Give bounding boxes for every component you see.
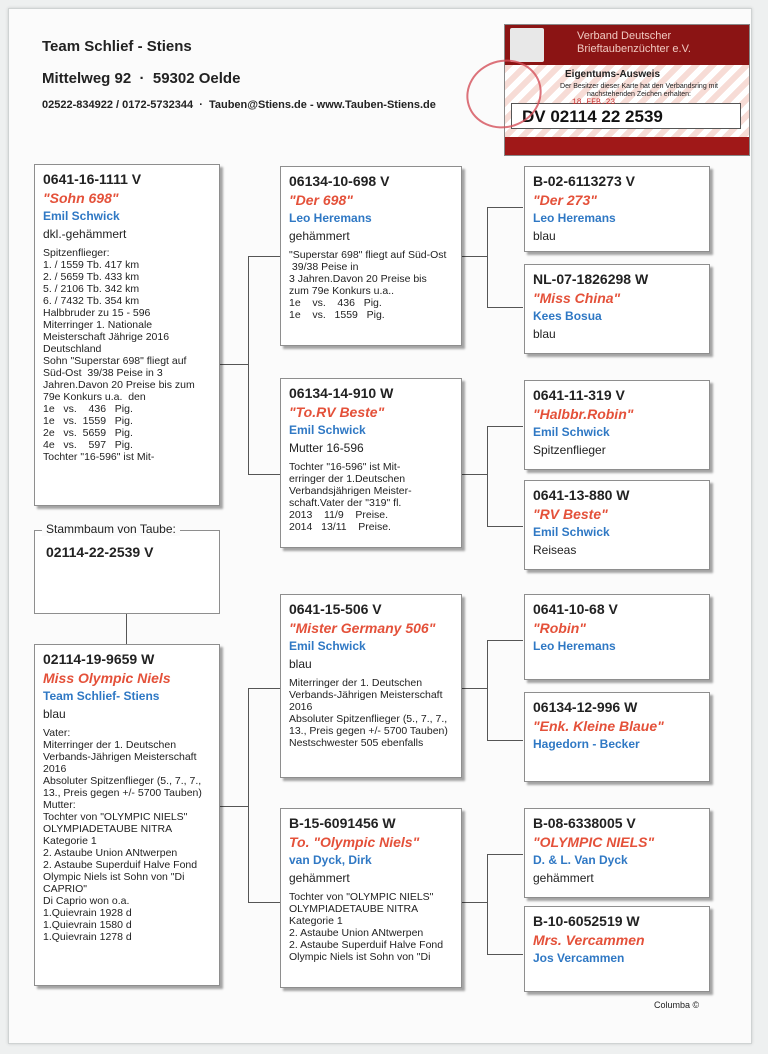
owner-name: Hagedorn - Becker — [533, 737, 640, 751]
team-contact: 02522-834922 / 0172-5732344 · Tauben@Stiens.de - www.Tauben-Stiens.de — [42, 99, 436, 111]
ring-number: B-10-6052519 W — [533, 913, 640, 929]
card-bottom-strip — [505, 137, 749, 155]
ring-number: 0641-10-68 V — [533, 601, 618, 617]
pedigree-card-mmf — [524, 808, 710, 898]
pigeon-name: Mrs. Vercammen — [533, 932, 645, 948]
connector — [462, 256, 487, 257]
pedigree-notes: Vater: Miterringer der 1. Deutschen Verbands-Jährigen Meisterschaft 2016 Absoluter Spitzenflieger (5., 7., 7., 13., Preis gegen +/- 5700 Tauben) Mutter: Tochter von "OLYMPIC NIELS" OLYMPIADETAUBE NITRA Kategorie 1 2. Astaube Union ANtwerpen 2. Astaube Superduif Halve Fond Olympic Niels ist Sohn von "Di CAPRIO" Di Caprio won o.a. 1.Quievrain 1928 d 1.Quievrain 1580 d 1.Quievrain 1278 d — [43, 727, 202, 943]
ring-number: 0641-13-880 W — [533, 487, 630, 503]
owner-name: Emil Schwick — [289, 423, 366, 437]
pigeon-color: gehämmert — [533, 871, 594, 885]
pedigree-card-fff — [524, 166, 710, 252]
card-title: Eigentums-Ausweis — [565, 69, 661, 80]
pigeon-color: gehämmert — [289, 871, 350, 885]
pedigree-card-mother — [34, 644, 220, 986]
owner-name: Emil Schwick — [289, 639, 366, 653]
connector — [248, 256, 282, 257]
card-organization: Verband Deutscher Brieftaubenzüchter e.V. — [577, 30, 691, 55]
owner-name: Leo Heremans — [289, 211, 372, 225]
connector — [487, 426, 523, 427]
connector — [248, 688, 282, 689]
connector — [487, 740, 523, 741]
pigeon-name: "OLYMPIC NIELS" — [533, 834, 655, 850]
owner-name: Team Schlief- Stiens — [43, 689, 160, 703]
ring-number: NL-07-1826298 W — [533, 271, 649, 287]
pigeon-name: "To.RV Beste" — [289, 404, 385, 420]
ring-number: 0641-11-319 V — [533, 387, 625, 403]
ring-number: 02114-19-9659 W — [43, 651, 155, 667]
pigeon-name: "Enk. Kleine Blaue" — [533, 718, 664, 734]
owner-name: Leo Heremans — [533, 639, 616, 653]
ring-number: 0641-15-506 V — [289, 601, 382, 617]
connector — [487, 426, 488, 526]
pigeon-logo-icon — [510, 28, 544, 62]
connector — [248, 902, 282, 903]
owner-name: D. & L. Van Dyck — [533, 853, 628, 867]
pigeon-color: gehämmert — [289, 229, 350, 243]
ring-number: 06134-12-996 W — [533, 699, 638, 715]
pedigree-notes: Tochter von "OLYMPIC NIELS" OLYMPIADETAUBE NITRA Kategorie 1 2. Astaube Union ANtwerpen 2. Astaube Superduif Halve Fond Olympic Niels ist Sohn von "Di — [289, 891, 444, 963]
pedigree-card-mf — [280, 594, 462, 778]
owner-name: Emil Schwick — [533, 525, 610, 539]
connector — [487, 854, 488, 954]
pedigree-card-fmf — [524, 380, 710, 470]
pedigree-notes: Miterringer der 1. Deutschen Verbands-Jährigen Meisterschaft 2016 Absoluter Spitzenflieger (5., 7., 7., 13., Preis gegen +/- 5700 Tauben) Nestschwester 505 ebenfalls — [289, 677, 448, 749]
connector — [487, 307, 523, 308]
pigeon-name: "Der 698" — [289, 192, 353, 208]
pedigree-card-fm — [280, 378, 462, 548]
pedigree-card-ff — [280, 166, 462, 346]
pigeon-color: dkl.-gehämmert — [43, 227, 127, 241]
pigeon-color: Mutter 16-596 — [289, 441, 364, 455]
ring-number: B-15-6091456 W — [289, 815, 396, 831]
connector — [248, 688, 249, 902]
pedigree-card-mff — [524, 594, 710, 680]
pigeon-color: Reiseas — [533, 543, 577, 557]
connector — [462, 474, 487, 475]
pedigree-card-mmm — [524, 906, 710, 992]
connector — [487, 854, 523, 855]
pedigree-card-ffm — [524, 264, 710, 354]
team-title: Team Schlief - Stiens — [42, 38, 192, 55]
connector — [248, 256, 249, 474]
team-address: Mittelweg 92 · 59302 Oelde — [42, 70, 241, 87]
card-ring-number: DV 02114 22 2539 — [511, 103, 741, 129]
stammbaum-number: 02114-22-2539 V — [46, 544, 154, 560]
connector — [487, 207, 523, 208]
pigeon-color: blau — [43, 707, 66, 721]
pigeon-name: "Halbbr.Robin" — [533, 406, 634, 422]
owner-name: Kees Bosua — [533, 309, 602, 323]
footer-credit: Columba © — [654, 1000, 700, 1010]
stamp-date: 18.FEB.23 — [572, 98, 616, 107]
card-text: Der Besitzer dieser Karte hat den Verbandsring mit nachstehenden Zeichen erhalten: — [560, 83, 718, 98]
pigeon-name: "Mister Germany 506" — [289, 620, 436, 636]
connector — [126, 614, 127, 644]
pigeon-color: blau — [533, 229, 556, 243]
pigeon-name: "Robin" — [533, 620, 586, 636]
connector — [462, 902, 487, 903]
pedigree-card-father — [34, 164, 220, 506]
connector — [218, 364, 248, 365]
owner-name: Leo Heremans — [533, 211, 616, 225]
pigeon-name: To. "Olympic Niels" — [289, 834, 420, 850]
owner-name: Emil Schwick — [533, 425, 610, 439]
connector — [462, 688, 487, 689]
ring-number: 06134-10-698 V — [289, 173, 390, 189]
pigeon-name: "RV Beste" — [533, 506, 608, 522]
connector — [487, 207, 488, 307]
owner-name: Emil Schwick — [43, 209, 120, 223]
connector — [218, 806, 248, 807]
stammbaum-label: Stammbaum von Taube: — [42, 522, 180, 536]
pigeon-name: "Miss China" — [533, 290, 621, 306]
connector — [487, 640, 523, 641]
pigeon-color: blau — [533, 327, 556, 341]
pedigree-notes: Tochter "16-596" ist Mit- erringer der 1.Deutschen Verbandsjährigen Meister- schaft.Vater der "319" fl. 2013 11/9 Preise. 2014 13/11 Preise. — [289, 461, 412, 533]
pigeon-color: blau — [289, 657, 312, 671]
pigeon-color: Spitzenflieger — [533, 443, 606, 457]
connector — [487, 954, 523, 955]
pedigree-card-fmm — [524, 480, 710, 570]
pedigree-card-mm — [280, 808, 462, 988]
owner-name: Jos Vercammen — [533, 951, 625, 965]
connector — [487, 640, 488, 740]
ring-number: 0641-16-1111 V — [43, 171, 142, 187]
stammbaum-box — [34, 530, 220, 614]
ring-number: B-08-6338005 V — [533, 815, 636, 831]
pedigree-card-mfm — [524, 692, 710, 782]
pigeon-name: "Sohn 698" — [43, 190, 119, 206]
owner-name: van Dyck, Dirk — [289, 853, 372, 867]
ring-number: B-02-6113273 V — [533, 173, 635, 189]
connector — [248, 474, 282, 475]
ring-number: 06134-14-910 W — [289, 385, 394, 401]
pedigree-notes: Spitzenflieger: 1. / 1559 Tb. 417 km 2. / 5659 Tb. 433 km 5. / 2106 Tb. 342 km 6. / 7432 Tb. 354 km Halbbruder zu 15 - 596 Miterringer 1. Nationale Meisterschaft Jährige 2016 Deutschland Sohn "Superstar 698" fliegt auf Süd-Ost 39/38 Peise in 3 Jahren.Davon 20 Preise bis zum 79e Konkurs u.a. den 1e vs. 436 Pig. 1e vs. 1559 Pig. 2e vs. 5659 Pig. 4e vs. 597 Pig. Tochter "16-596" ist Mit- — [43, 247, 195, 463]
pigeon-name: "Der 273" — [533, 192, 597, 208]
pigeon-name: Miss Olympic Niels — [43, 670, 171, 686]
connector — [487, 526, 523, 527]
pedigree-notes: "Superstar 698" fliegt auf Süd-Ost 39/38 Peise in 3 Jahren.Davon 20 Preise bis zum 79e Konkurs u.a.. 1e vs. 436 Pig. 1e vs. 1559 Pig. — [289, 249, 447, 321]
